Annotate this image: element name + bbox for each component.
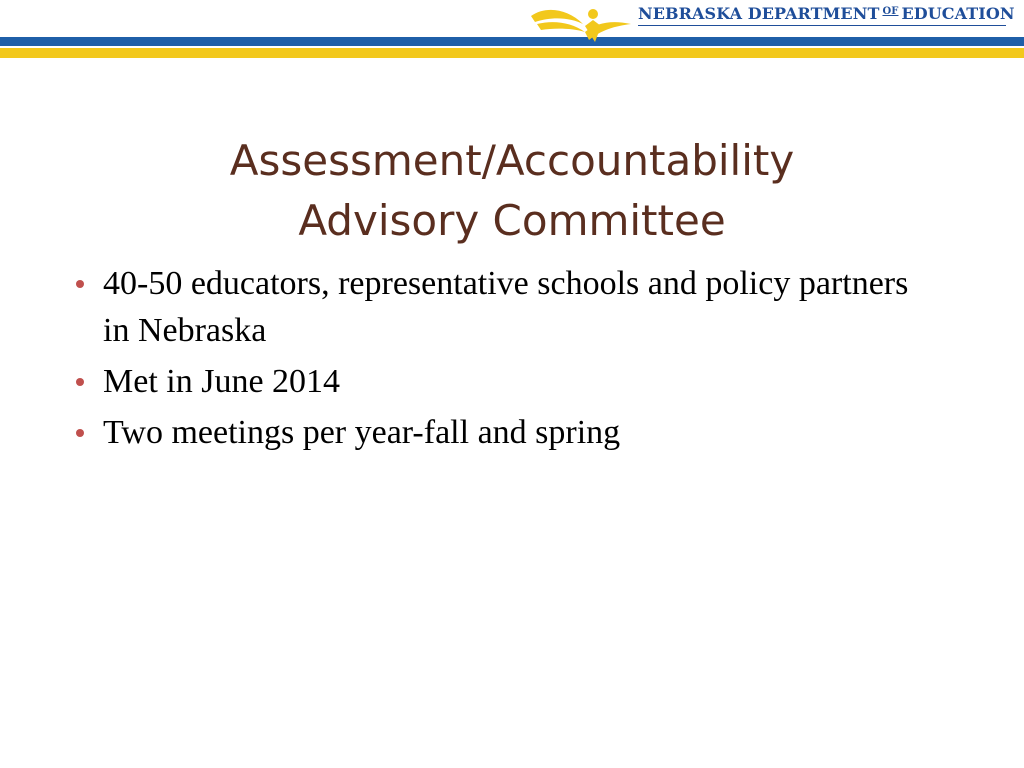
header-band bbox=[0, 0, 1024, 60]
bullet-list bbox=[76, 260, 916, 460]
bullet-text: Met in June 2014 bbox=[103, 363, 341, 400]
organization-name bbox=[638, 4, 1015, 23]
bullet-text: Two meetings per year-fall and spring bbox=[103, 414, 621, 451]
bullet-text: 40-50 educators, representative schools and policy partners in Nebraska bbox=[103, 265, 909, 349]
header-blue-stripe bbox=[0, 37, 1024, 46]
bullet-dot-icon bbox=[76, 378, 84, 386]
organization-name-underline bbox=[638, 25, 1006, 26]
header-yellow-stripe bbox=[0, 48, 1024, 58]
bullet-item bbox=[76, 409, 916, 456]
bullet-item bbox=[76, 260, 916, 354]
organization-name-of: OF bbox=[882, 6, 899, 17]
bullet-dot-icon bbox=[76, 280, 84, 288]
nebraska-education-logo-icon bbox=[527, 2, 635, 44]
slide-title-line-1: Assessment/Accountability bbox=[229, 136, 795, 185]
organization-name-suffix: EDUCATION bbox=[901, 4, 1015, 23]
bullet-item bbox=[76, 358, 916, 405]
organization-name-prefix: NEBRASKA DEPARTMENT bbox=[638, 4, 880, 23]
bullet-dot-icon bbox=[76, 429, 84, 437]
slide-title-line-2: Advisory Committee bbox=[298, 196, 726, 245]
slide-title bbox=[0, 131, 1024, 251]
